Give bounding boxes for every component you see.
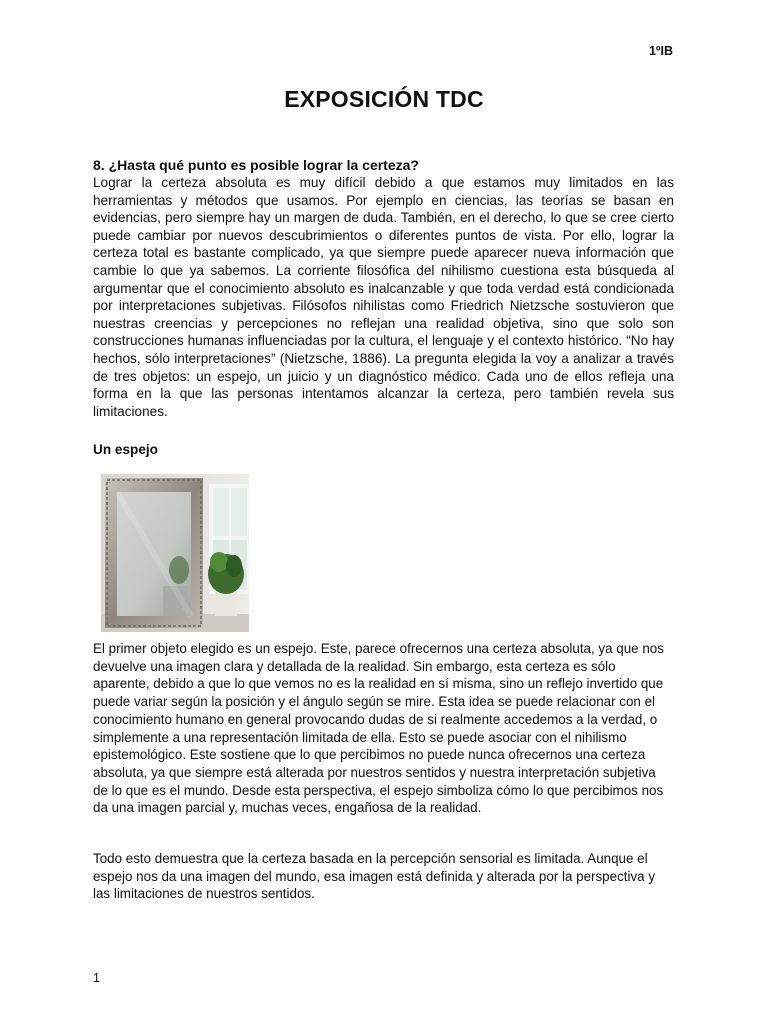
document-title: EXPOSICIÓN TDC bbox=[284, 86, 484, 112]
mirror-paragraph: El primer objeto elegido es un espejo. Este, parece ofrecernos una certeza absoluta, ya que nos devuelve una imagen clara y detallada de la realidad. Sin embargo, esta certeza es sólo aparente, debido a que lo que vemos no es la realidad en sí misma, sino un reflejo invertido que puede variar según la posición y el ángulo según se mire. Esta idea se puede relacionar con el conocimiento humano en general provocando dudas de si realmente accedemos a la verdad, o simplemente a una representación limitada de ella. Esto se puede asociar con el nihilismo epistemológico. Este sostiene que lo que percibimos no puede nunca ofrecernos una certeza absoluta, ya que siempre está alterada por nuestros sentidos y nuestra interpretación subjetiva de lo que es el mundo. Desde esta perspectiva, el espejo simboliza cómo lo que percibimos nos da una imagen parcial y, muchas veces, engañosa de la realidad. bbox=[93, 641, 664, 816]
mirror-photo bbox=[101, 474, 249, 632]
document-body bbox=[93, 156, 674, 902]
mirror-image bbox=[101, 474, 249, 632]
intro-paragraph: Lograr la certeza absoluta es muy difícil debido a que estamos muy limitados en las herramientas y métodos que usamos. Por ejemplo en ciencias, las teorías se basan en evidencias, pero siempre hay un margen de duda. También, en el derecho, lo que se cree cierto puede cambiar por nuevos descubrimientos o diferentes puntos de vista. Por ello, lograr la certeza total es bastante complicado, ya que siempre puede aparecer nueva información que cambie lo que ya sabemos. La corriente filosófica del nihilismo cuestiona esta búsqueda al argumentar que el conocimiento absoluto es inalcanzable y que toda verdad está condicionada por interpretaciones subjetivas. Filósofos nihilistas como Friedrich Nietzsche sostuvieron que nuestras creencias y percepciones no reflejan una realidad objetiva, sino que solo son construcciones humanas influenciadas por la cultura, el lenguaje y el contexto histórico. “No hay hechos, sólo interpretaciones” (Nietzsche, 1886). La pregunta elegida la voy a analizar a través de tres objetos: un espejo, un juicio y un diagnóstico médico. Cada uno de ellos refleja una forma en la que las personas intentamos alcanzar la certeza, pero también revela sus limitaciones. bbox=[93, 175, 674, 419]
class-label: 1ºIB bbox=[648, 44, 673, 58]
section-heading-mirror: Un espejo bbox=[93, 442, 158, 457]
conclusion-paragraph: Todo esto demuestra que la certeza basada en la percepción sensorial es limitada. Aunque el espejo nos da una imagen del mundo, esa imagen está definida y alterada por la perspectiva y las limitaciones de nuestros sentidos. bbox=[93, 851, 656, 902]
question-heading: 8. ¿Hasta qué punto es posible lograr la certeza? bbox=[93, 157, 419, 173]
page-number: 1 bbox=[93, 971, 100, 985]
